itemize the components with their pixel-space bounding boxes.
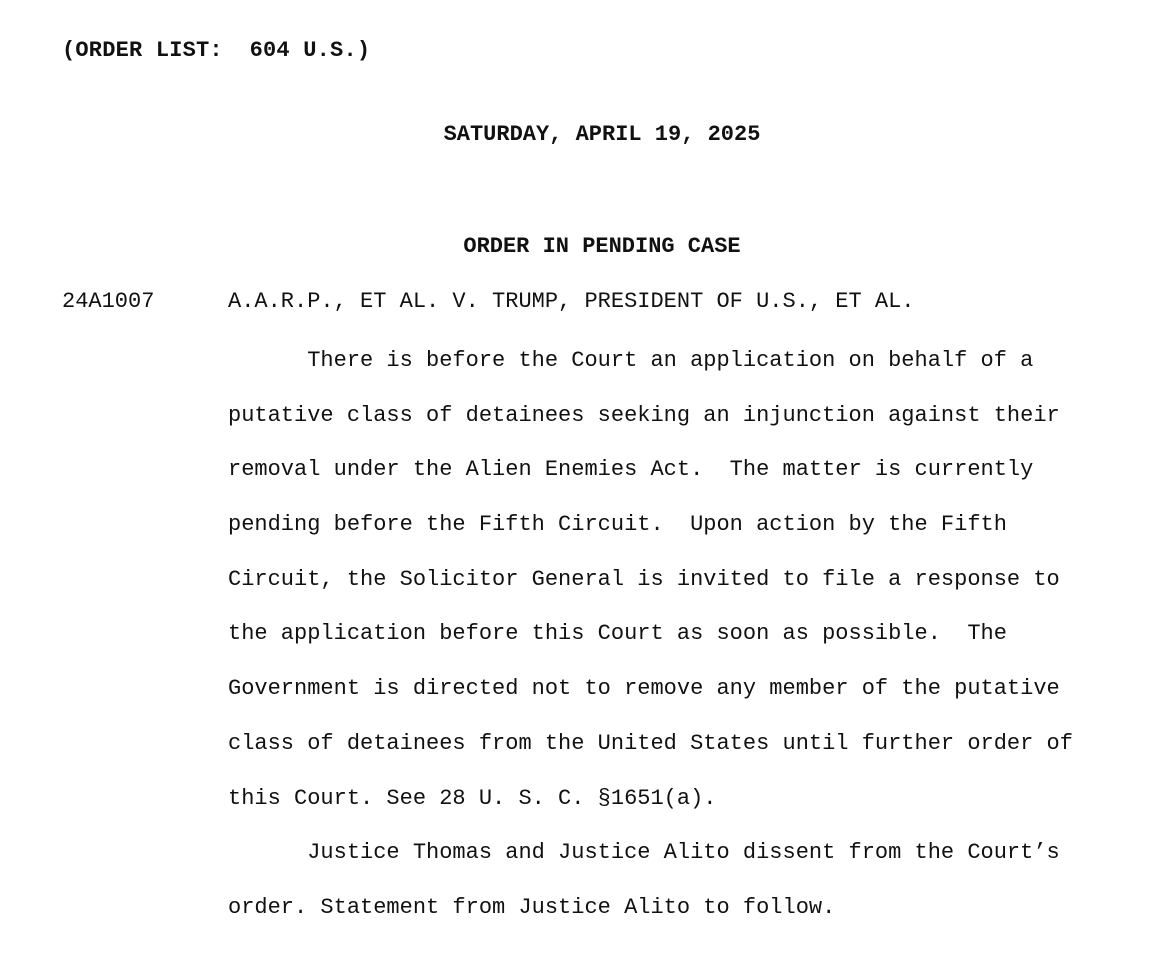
- order-body: [228, 344, 1128, 946]
- docket-number: 24A1007: [62, 289, 155, 314]
- body-line: Government is directed not to remove any member of the putative: [228, 676, 1060, 702]
- body-line: Justice Thomas and Justice Alito dissent from the Court’s: [228, 840, 1060, 866]
- body-line: removal under the Alien Enemies Act. The matter is currently: [228, 457, 1034, 483]
- body-line: There is before the Court an application on behalf of a: [228, 348, 1034, 373]
- body-line: pending before the Fifth Circuit. Upon action by the Fifth: [228, 512, 1007, 538]
- case-caption: A.A.R.P., ET AL. V. TRUMP, PRESIDENT OF U.S., ET AL.: [228, 289, 915, 314]
- order-date: SATURDAY, APRIL 19, 2025: [443, 122, 761, 147]
- body-line: putative class of detainees seeking an injunction against their: [228, 402, 1060, 428]
- body-line: class of detainees from the United States until further order of: [228, 730, 1073, 756]
- body-line: this Court. See 28 U. S. C. §1651(a).: [228, 785, 717, 811]
- order-list-header: (ORDER LIST: 604 U.S.): [62, 38, 371, 63]
- section-heading: ORDER IN PENDING CASE: [463, 234, 741, 259]
- body-line: the application before this Court as soon as possible. The: [228, 621, 1007, 647]
- body-line: Circuit, the Solicitor General is invited to file a response to: [228, 566, 1060, 592]
- body-line: order. Statement from Justice Alito to follow.: [228, 894, 836, 920]
